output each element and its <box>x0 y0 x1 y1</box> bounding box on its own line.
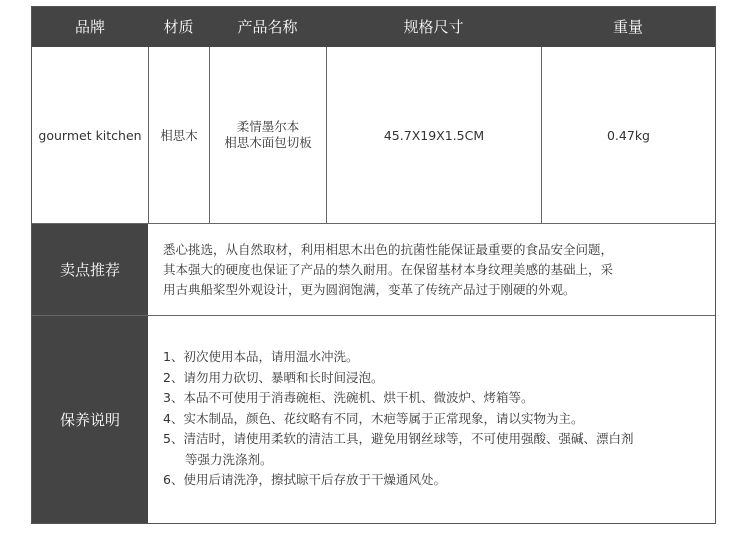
cell-brand: gourmet kitchen <box>38 127 142 143</box>
care-instructions-list <box>163 347 703 491</box>
list-item: 6、使用后请洗净，擦拭晾干后存放于干燥通风处。 <box>163 472 446 487</box>
cell-weight: 0.47kg <box>606 127 650 143</box>
selling-line: 悉心挑选，从自然取材，利用相思木出色的抗菌性能保证最重要的食品安全问题， <box>163 242 614 257</box>
list-item: 4、实木制品，颜色、花纹略有不同，木疤等属于正常现象，请以实物为主。 <box>163 410 584 426</box>
product-info-table <box>31 6 716 524</box>
list-item: 5、清洁时，请使用柔软的清洁工具，避免用钢丝球等，不可使用强酸、强碱、漂白剂 <box>163 431 634 446</box>
selling-line: 其本强大的硬度也保证了产品的禁久耐用。在保留基材本身纹理美感的基础上，采 <box>163 262 614 277</box>
table-header <box>32 7 715 47</box>
selling-points-text <box>163 240 698 300</box>
product-name-line1: 柔情墨尔本 <box>236 119 300 134</box>
cell-size: 45.7X19X1.5CM <box>383 127 485 143</box>
header-size: 规格尺寸 <box>403 18 464 36</box>
care-instructions-label: 保养说明 <box>32 316 148 523</box>
list-item: 2、请勿用力砍切、暴晒和长时间浸泡。 <box>163 369 384 385</box>
selling-points-label: 卖点推荐 <box>32 224 148 315</box>
header-product-name: 产品名称 <box>237 18 298 36</box>
list-item: 1、初次使用本品，请用温水冲洗。 <box>163 349 359 364</box>
cell-product-name <box>210 47 326 223</box>
selling-line: 用古典船桨型外观设计，更为圆润饱满，变革了传统产品过于刚硬的外观。 <box>163 282 576 297</box>
product-name-line2: 相思木面包切板 <box>224 135 312 150</box>
header-brand: 品牌 <box>74 18 105 36</box>
header-material: 材质 <box>163 18 194 36</box>
list-item: 等强力洗涤剂。 <box>185 451 273 467</box>
list-item: 3、本品不可使用于消毒碗柜、洗碗机、烘干机、微波炉、烤箱等。 <box>163 390 534 405</box>
cell-material: 相思木 <box>160 128 198 143</box>
header-weight: 重量 <box>612 18 643 36</box>
